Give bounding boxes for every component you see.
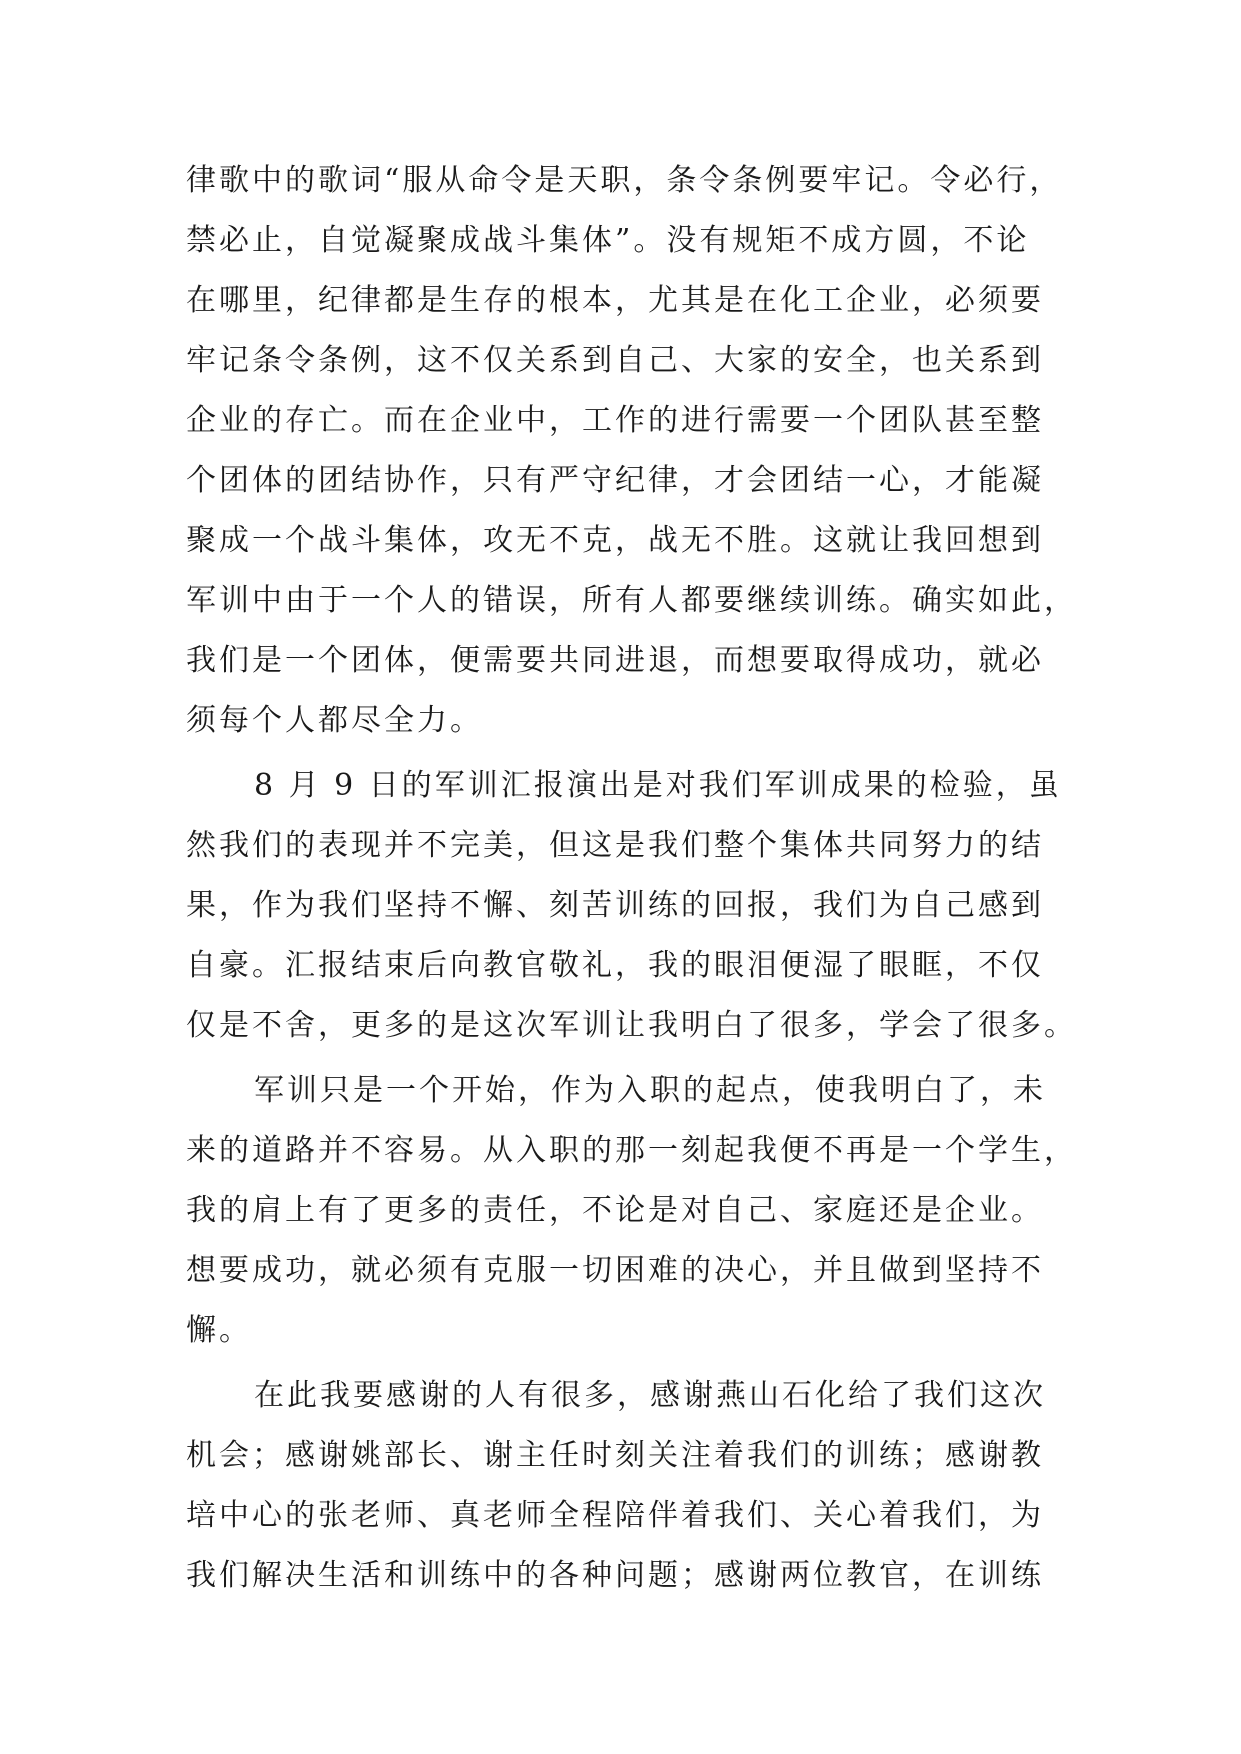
text-line: 禁必止，自觉凝聚成战斗集体”。没有规矩不成方圆，不论: [186, 223, 1030, 258]
text-line: 然我们的表现并不完美，但这是我们整个集体共同努力的结: [186, 828, 1044, 863]
text-line: 想要成功，就必须有克服一切困难的决心，并且做到坚持不: [186, 1253, 1044, 1288]
paragraph-report-performance: [186, 766, 1077, 1066]
text-line: 须每个人都尽全力。: [186, 703, 483, 738]
text-line: 机会；感谢姚部长、谢主任时刻关注着我们的训练；感谢教: [186, 1438, 1044, 1473]
text-line: 在哪里，纪律都是生存的根本，尤其是在化工企业，必须要: [186, 283, 1044, 318]
text-line: 个团体的团结协作，只有严守纪律，才会团结一心，才能凝: [186, 463, 1044, 498]
text-line: 仅是不舍，更多的是这次军训让我明白了很多，学会了很多。: [186, 1008, 1077, 1043]
text-line: 培中心的张老师、真老师全程陪伴着我们、关心着我们，为: [186, 1498, 1044, 1533]
text-line: 牢记条令条例，这不仅关系到自己、大家的安全，也关系到: [186, 343, 1044, 378]
text-line: 律歌中的歌词“服从命令是天职，条令条例要牢记。令必行，: [186, 163, 1063, 198]
text-line: 果，作为我们坚持不懈、刻苦训练的回报，我们为自己感到: [186, 888, 1044, 923]
text-line: 来的道路并不容易。从入职的那一刻起我便不再是一个学生，: [186, 1133, 1077, 1168]
text-line: 聚成一个战斗集体，攻无不克，战无不胜。这就让我回想到: [186, 523, 1044, 558]
document-body: [186, 161, 1077, 1616]
paragraph-thanks: [186, 1376, 1056, 1616]
text-line: 8 月 9 日的军训汇报演出是对我们军训成果的检验，虽: [254, 768, 1062, 803]
text-line: 懈。: [186, 1313, 252, 1348]
text-line: 军训只是一个开始，作为入职的起点，使我明白了，未: [254, 1073, 1046, 1108]
text-line: 自豪。汇报结束后向教官敬礼，我的眼泪便湿了眼眶，不仅: [186, 948, 1044, 983]
text-line: 我的肩上有了更多的责任，不论是对自己、家庭还是企业。: [186, 1193, 1044, 1228]
text-line: 我们解决生活和训练中的各种问题；感谢两位教官，在训练: [186, 1558, 1044, 1593]
paragraph-discipline: [186, 161, 1077, 761]
text-line: 军训中由于一个人的错误，所有人都要继续训练。确实如此，: [186, 583, 1077, 618]
text-line: 在此我要感谢的人有很多，感谢燕山石化给了我们这次: [254, 1378, 1046, 1413]
text-line: 我们是一个团体，便需要共同进退，而想要取得成功，就必: [186, 643, 1044, 678]
paragraph-beginning: [186, 1071, 1077, 1371]
text-line: 企业的存亡。而在企业中，工作的进行需要一个团队甚至整: [186, 403, 1044, 438]
